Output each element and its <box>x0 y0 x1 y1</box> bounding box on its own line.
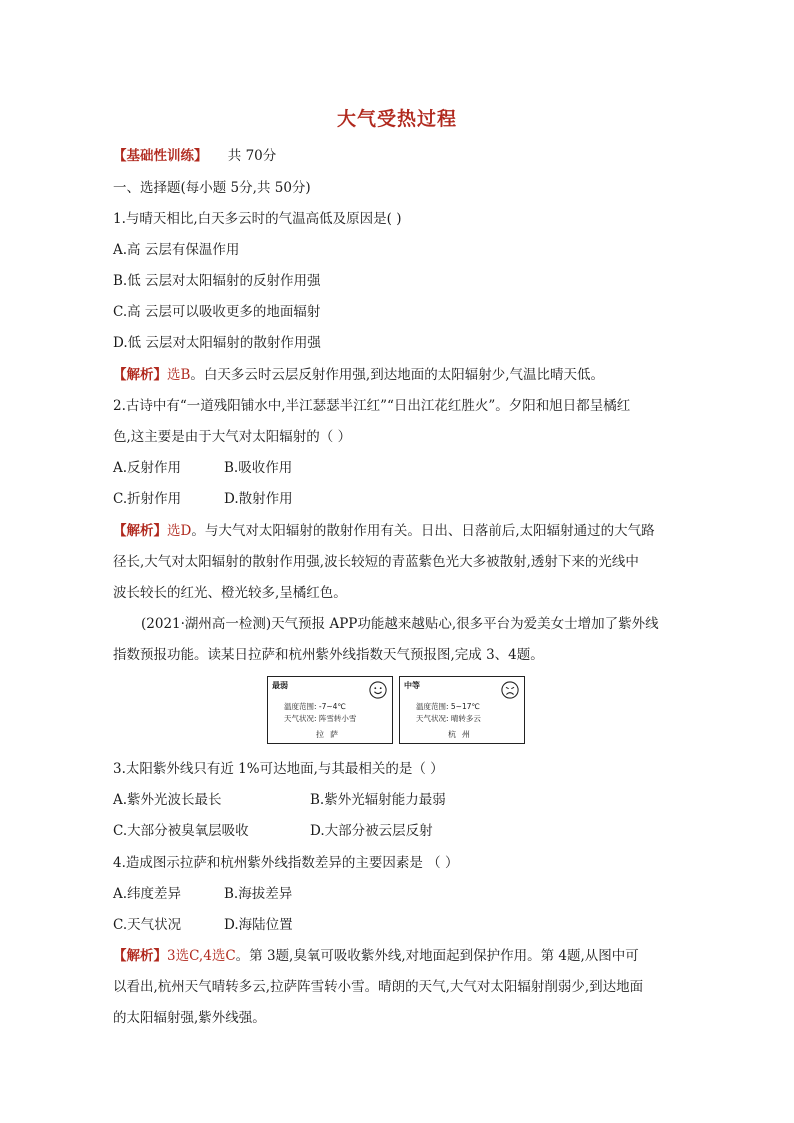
intro-line2: 指数预报功能。读某日拉萨和杭州紫外线指数天气预报图,完成 3、4题。 <box>113 647 544 663</box>
q2-options-row2 <box>113 489 293 509</box>
temp-range: 温度范围: -7~4℃ <box>284 702 346 711</box>
frown-face-icon <box>501 681 519 699</box>
q1-stem: 1.与晴天相比,白天多云时的气温高低及原因是( ) <box>113 211 402 227</box>
section-score: 共 70分 <box>227 148 277 164</box>
q1-answer: 选B <box>167 367 191 383</box>
q1-option-a: A.高 云层有保温作用 <box>113 242 240 258</box>
q3-options-row1 <box>113 790 446 810</box>
q2-stem-line1: 2.古诗中有“一道残阳铺水中,半江瑟瑟半江红”“日出江花红胜火”。夕阳和旭日都呈橘红 <box>113 398 631 414</box>
q4-option-a: A.纬度差异 <box>113 886 182 902</box>
q4-options-row1 <box>113 884 293 904</box>
q2-analysis-line2: 径长,大气对太阳辐射的散射作用强,波长较短的青蓝紫色光大多被散射,透射下来的光线中 <box>113 554 639 570</box>
q2-stem-line2: 色,这主要是由于大气对太阳辐射的（ ） <box>113 429 352 445</box>
temp-range: 温度范围: 5~17℃ <box>416 702 480 711</box>
q2-analysis-line1 <box>113 521 655 541</box>
q2-option-b: B.吸收作用 <box>224 460 293 476</box>
analysis-tag: 【解析】 <box>113 523 167 539</box>
lhasa-panel <box>267 676 393 744</box>
smile-face-icon <box>369 681 387 699</box>
q3-options-row2 <box>113 821 433 841</box>
q1-analysis <box>113 365 604 385</box>
q2-option-c: C.折射作用 <box>113 491 182 507</box>
q4-stem: 4.造成图示拉萨和杭州紫外线指数差异的主要因素是 （ ） <box>113 855 459 871</box>
q34-answer: 3选C,4选C <box>167 948 236 964</box>
q3-option-b: B.紫外光辐射能力最弱 <box>310 792 446 808</box>
q3-stem: 3.太阳紫外线只有近 1%可达地面,与其最相关的是（ ） <box>113 761 444 777</box>
q34-analysis-line2: 以看出,杭州天气晴转多云,拉萨阵雪转小雪。晴朗的天气,大气对太阳辐射削弱少,到达地面 <box>113 979 644 995</box>
q2-options-row1 <box>113 458 293 478</box>
hangzhou-panel <box>399 676 525 744</box>
uv-forecast-figure <box>267 676 527 744</box>
q1-option-b: B.低 云层对太阳辐射的反射作用强 <box>113 273 321 289</box>
analysis-tag: 【解析】 <box>113 948 167 964</box>
uv-level: 中等 <box>404 681 420 690</box>
q4-options-row2 <box>113 915 293 935</box>
city-name: 杭州 <box>448 730 476 739</box>
q4-option-b: B.海拔差异 <box>224 886 293 902</box>
section-tag: 【基础性训练】 <box>113 148 208 164</box>
q1-analysis-text: 。白天多云时云层反射作用强,到达地面的太阳辐射少,气温比晴天低。 <box>190 367 605 383</box>
q2-option-d: D.散射作用 <box>224 491 293 507</box>
weather-status: 天气状况: 阵雪转小雪 <box>284 714 357 723</box>
city-name: 拉萨 <box>316 730 344 739</box>
q3-option-a: A.紫外光波长最长 <box>113 792 222 808</box>
q2-analysis-text: 。与大气对太阳辐射的散射作用有关。日出、日落前后,太阳辐射通过的大气路 <box>191 523 655 539</box>
q2-option-a: A.反射作用 <box>113 460 182 476</box>
q4-option-c: C.天气状况 <box>113 917 182 933</box>
q1-option-d: D.低 云层对太阳辐射的散射作用强 <box>113 335 321 351</box>
q3-option-d: D.大部分被云层反射 <box>310 823 433 839</box>
weather-status: 天气状况: 晴转多云 <box>416 714 481 723</box>
part-heading: 一、选择题(每小题 5分,共 50分) <box>113 180 311 196</box>
page-title: 大气受热过程 <box>336 108 457 130</box>
section-header <box>113 146 276 166</box>
q1-option-c: C.高 云层可以吸收更多的地面辐射 <box>113 304 321 320</box>
q2-answer: 选D <box>167 523 192 539</box>
q2-analysis-line3: 波长较长的红光、橙光较多,呈橘红色。 <box>113 585 347 601</box>
intro-line1: (2021·湖州高一检测)天气预报 APP功能越来越贴心,很多平台为爱美女士增加了紫外线 <box>141 616 659 632</box>
q34-analysis-text: 。第 3题,臭氧可吸收紫外线,对地面起到保护作用。第 4题,从图中可 <box>235 948 639 964</box>
uv-level: 最弱 <box>272 681 288 690</box>
q3-option-c: C.大部分被臭氧层吸收 <box>113 823 249 839</box>
q34-analysis-line3: 的太阳辐射强,紫外线强。 <box>113 1010 266 1026</box>
q34-analysis-line1 <box>113 946 639 966</box>
q4-option-d: D.海陆位置 <box>224 917 293 933</box>
analysis-tag: 【解析】 <box>113 367 167 383</box>
